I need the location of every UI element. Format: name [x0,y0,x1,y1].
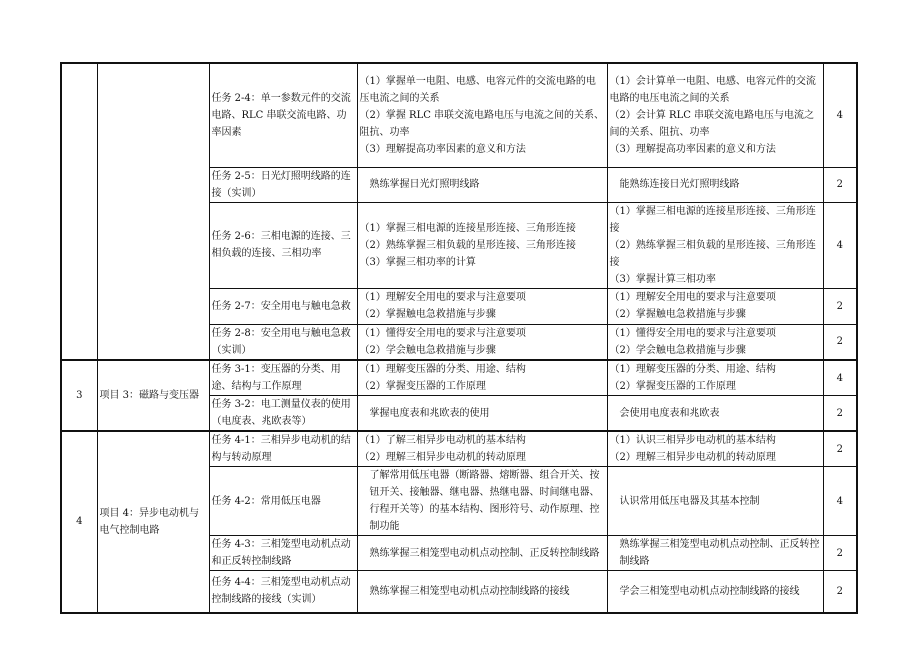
hours-cell: 4 [823,360,857,396]
cell-line: （3）理解提高功率因素的意义和方法 [359,143,526,155]
skill-cell [607,167,823,202]
cell-line: （3）掌握计算三相功率 [609,273,716,285]
hours-cell: 2 [823,288,857,324]
project-title: 项目 4：异步电动机与电气控制电路 [99,507,200,536]
skill-cell [607,396,823,432]
cell-line: （1）掌握三相电源的连接星形连接、三角形连接 [359,222,576,234]
cell-line: 学会三相笼型电动机点动控制线路的接线 [619,585,800,597]
cell-line: （2）掌握变压器的工作原理 [359,381,486,392]
cell-line: 熟练掌握日光灯照明线路 [369,179,480,190]
cell-line: （1）懂得安全用电的要求与注意要项 [609,327,776,339]
cell-line: （1）理解安全用电的要求与注意要项 [609,292,776,303]
hours-cell: 2 [823,571,857,613]
course-plan-table [60,62,858,614]
task-cell [209,288,357,324]
knowledge-cell [357,431,607,467]
cell-line: （2）掌握触电急救措施与步骤 [609,309,746,320]
task-cell [209,571,357,613]
hours-cell: 2 [823,536,857,571]
cell-line: 熟练掌握三相笼型电动机点动控制线路的接线 [369,585,570,597]
cell-line: （1）认识三相异步电动机的基本结构 [609,435,776,446]
hours-cell: 2 [823,324,857,360]
cell-line: （1）掌握单一电阻、电感、电容元件的交流电路的电压电流之间的关系 [359,75,596,104]
task-name: 任务 2-4：单一参数元件的交流电路、RLC 串联交流电路、功率因素 [211,92,351,138]
project-number: 4 [61,431,97,613]
cell-line: 认识常用低压电器及其基本控制 [619,495,760,507]
project-name [97,360,209,431]
task-name: 任务 4-1：三相异步电动机的结构与转动原理 [211,435,351,463]
cell-line: （1）理解变压器的分类、用途、结构 [609,364,776,375]
skill-cell [607,324,823,360]
task-name: 任务 4-2：常用低压电器 [211,495,321,507]
project-number: 3 [61,360,97,431]
project-name-cell [97,63,209,360]
cell-line: （2）学会触电急救措施与步骤 [609,344,746,356]
project-number-cell [61,63,97,360]
cell-line: （2）熟练掌握三相负载的星形连接、三角形连接 [609,239,816,268]
task-cell [209,360,357,396]
knowledge-cell [357,360,607,396]
project-name [97,431,209,613]
knowledge-cell [357,571,607,613]
task-cell [209,202,357,288]
hours-cell: 4 [823,467,857,536]
table-row [61,431,857,467]
cell-line: 熟练掌握三相笼型电动机点动控制、正反转控制线路 [369,547,600,559]
cell-line: 会使用电度表和兆欧表 [619,407,720,419]
task-name: 任务 2-7：安全用电与触电急救 [211,300,351,312]
task-cell [209,63,357,167]
task-name: 任务 2-6：三相电源的连接、三相负载的连接、三相功率 [211,231,351,259]
task-cell [209,167,357,202]
task-name: 任务 2-8：安全用电与触电急救（实训） [211,327,351,356]
skill-cell [607,431,823,467]
cell-line: （1）掌握三相电源的连接星形连接、三角形连接 [609,205,816,234]
cell-line: （1）懂得安全用电的要求与注意要项 [359,327,526,339]
task-cell [209,396,357,432]
cell-line: 了解常用低压电器（断路器、熔断器、组合开关、按钮开关、接触器、继电器、热继电器、时间继电器、行程开关等）的基本结构、图形符号、动作原理、控制功能 [369,470,600,532]
table-row [61,63,857,167]
knowledge-cell [357,63,607,167]
skill-cell [607,467,823,536]
task-name: 任务 4-4：三相笼型电动机点动控制线路的接线（实训） [211,577,351,606]
task-cell [209,467,357,536]
task-name: 任务 4-3：三相笼型电动机点动和正反转控制线路 [211,539,351,567]
hours-cell: 4 [823,202,857,288]
cell-line: 掌握电度表和兆欧表的使用 [369,407,490,419]
skill-cell [607,63,823,167]
cell-line: （1）会计算单一电阻、电感、电容元件的交流电路的电压电流之间的关系 [609,75,816,104]
skill-cell [607,360,823,396]
cell-line: （2）熟练掌握三相负载的星形连接、三角形连接 [359,239,576,251]
cell-line: （2）掌握 RLC 串联交流电路电压与电流之间的关系、阻抗、功率 [359,109,605,138]
knowledge-cell [357,202,607,288]
task-name: 任务 2-5：日光灯照明线路的连接（实训） [211,170,351,199]
task-cell [209,431,357,467]
knowledge-cell [357,167,607,202]
skill-cell [607,571,823,613]
task-name: 任务 3-1：变压器的分类、用途、结构与工作原理 [211,364,341,392]
cell-line: 能熟练连接日光灯照明线路 [619,179,740,190]
cell-line: （2）理解三相异步电动机的转动原理 [609,452,776,463]
cell-line: （2）学会触电急救措施与步骤 [359,344,496,356]
cell-line: （2）掌握变压器的工作原理 [609,381,736,392]
hours-cell: 4 [823,63,857,167]
cell-line: （3）理解提高功率因素的意义和方法 [609,143,776,155]
cell-line: （3）掌握三相功率的计算 [359,256,476,268]
cell-line: （2）会计算 RLC 串联交流电路电压与电流之间的关系、阻抗、功率 [609,109,815,138]
knowledge-cell [357,536,607,571]
skill-cell [607,288,823,324]
hours-cell: 2 [823,431,857,467]
task-name: 任务 3-2：电工测量仪表的使用（电度表、兆欧表等） [211,399,351,427]
cell-line: （1）理解安全用电的要求与注意要项 [359,292,526,303]
knowledge-cell [357,467,607,536]
cell-line: （1）了解三相异步电动机的基本结构 [359,435,526,446]
cell-line: 熟练掌握三相笼型电动机点动控制、正反转控制线路 [619,539,820,567]
skill-cell [607,536,823,571]
task-cell [209,536,357,571]
knowledge-cell [357,324,607,360]
knowledge-cell [357,396,607,432]
skill-cell [607,202,823,288]
cell-line: （2）掌握触电急救措施与步骤 [359,309,496,320]
project-title: 项目 3：磁路与变压器 [99,390,200,401]
hours-cell: 2 [823,396,857,432]
cell-line: （2）理解三相异步电动机的转动原理 [359,452,526,463]
knowledge-cell [357,288,607,324]
cell-line: （1）理解变压器的分类、用途、结构 [359,364,526,375]
task-cell [209,324,357,360]
table-row [61,360,857,396]
hours-cell: 2 [823,167,857,202]
